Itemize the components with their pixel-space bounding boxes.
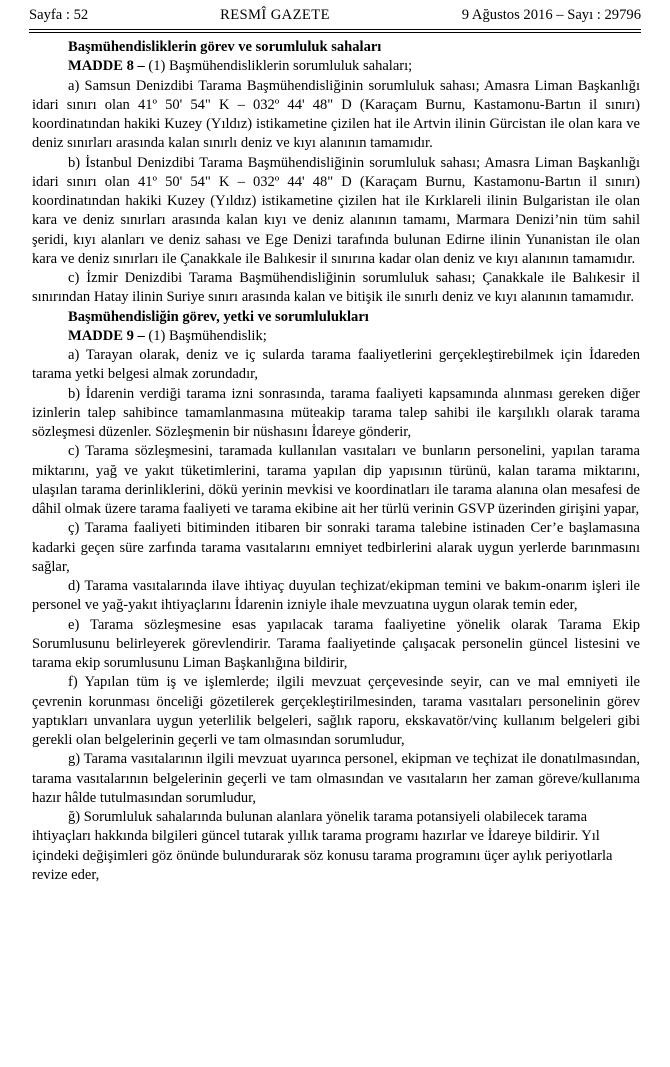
madde-9-label: MADDE 9 –: [68, 327, 149, 344]
madde-8-text: (1) Başmühendisliklerin sorumluluk sahaları;: [148, 58, 413, 75]
running-head: [29, 6, 641, 26]
madde-9-paragraph: [32, 327, 640, 346]
madde-9-text: (1) Başmühendislik;: [148, 327, 267, 344]
paragraph-9-a: a) Tarayan olarak, deniz ve iç sularda tarama faaliyetlerini gerçekleştirebilmek için İdareden tarama yetki belgesi almak zorundadır,: [32, 347, 640, 383]
paragraph-9-c-cedilla: ç) Tarama faaliyeti bitiminden itibaren bir sonraki tarama talebine istinaden Cer’e başlamasına kadarki geçen süre zarfında tarama vasıtalarını emniyet tedbirlerini alarak uygun yerlerde barınmasını sağlar,: [32, 520, 640, 575]
section-heading-basmuhendisligin-gorev-yetki: Başmühendisliğin görev, yetki ve sorumlulukları: [68, 308, 369, 325]
madde-8-paragraph: [32, 57, 640, 76]
paragraph-9-g-breve: ğ) Sorumluluk sahalarında bulunan alanlara yönelik tarama potansiyeli olabilecek tarama ihtiyaçları hakkında bilgileri güncel tutarak yıllık tarama programı hazırlar ve İdareye bildirir. Yıl içindeki değişimleri göz önünde bulundurarak söz konusu tarama programını üçer aylık periyotlarla revize eder,: [32, 809, 613, 883]
publication-title: RESMÎ GAZETE: [220, 7, 330, 23]
date-and-issue-label: 9 Ağustos 2016 – Sayı : 29796: [461, 7, 641, 23]
paragraph-8-b: b) İstanbul Denizdibi Tarama Başmühendisliğinin sorumluluk sahası; Amasra Liman Başkanlığı idari sınırı olan 41º 50' 54" K – 032º 44' 48" D (Karaçam Burnu, Kastamonu-Bartın il sınırı) koordinatından hakiki Kuzey (Yıldız) istikametine çizilen hat ile Kırklareli ilinin Bulgaristan ile olan kara ve deniz sınırları arasında kalan kıyı ve deniz alanının tamamı, Marmara Denizi’nin tüm sahil şeridi, kıyı alanları ve deniz sahası ve Ege Denizi tarafında bulunan Edirne ilinin Yunanistan ile olan kara ve deniz sınırları ile Çanakkale ile Balıkesir il sınırına kadar olan deniz ve kıyı alanının tamamıdır.: [32, 154, 640, 267]
paragraph-9-c: c) Tarama sözleşmesini, taramada kullanılan vasıtaları ve bunların personelini, yapılan tarama miktarını, yağ ve yakıt tüketimlerini, tarama yapılan dip yapısının türünü, kalan tarama miktarını, ulaşılan tarama derinliklerini, dökü yerinin mevkisi ve koordinatları ile tarama alanına olan mesafesi de dâhil olmak üzere tarama faaliyeti ve tarama ekibine ait her türlü verinin GSVP üzerinden girişini yapar,: [32, 443, 640, 517]
paragraph-8-c: c) İzmir Denizdibi Tarama Başmühendisliğinin sorumluluk sahası; Çanakkale ile Balıkesir il sınırından Hatay ilinin Suriye sınırı arasında kalan ve bitişik ile sınırlı deniz ve kıyı alanının tamamıdır.: [32, 270, 640, 306]
header-divider-rule: [29, 29, 641, 33]
madde-8-label: MADDE 8 –: [68, 58, 149, 75]
article-column: [32, 38, 640, 885]
section-heading-basmuhendisliklerin-gorev: Başmühendisliklerin görev ve sorumluluk sahaları: [68, 39, 382, 55]
paragraph-9-f: f) Yapılan tüm iş ve işlemlerde; ilgili mevzuat çerçevesinde seyir, can ve mal emniyeti ile çevrenin korunması önceliği gözetilerek gerçekleştirilmesinden, tarama vasıtaları personelinin görev yaptıkları unvanlara uygun yeterlilik belgeleri, sağlık raporu, ekskavatör/vinç kullanım belgeleri gibi gerekli olan belgelerinin geçerli ve tam olmasından sorumludur,: [32, 674, 640, 748]
page-number-label: Sayfa : 52: [29, 7, 89, 23]
paragraph-9-g: g) Tarama vasıtalarının ilgili mevzuat uyarınca personel, ekipman ve teçhizat ile donatılmasından, tarama vasıtalarının belgelerinin geçerli ve tam olmasından ve vasıtaların her zaman göreve/kullanıma hazır hâlde tutulmasından sorumludur,: [32, 751, 640, 806]
paragraph-9-d: d) Tarama vasıtalarında ilave ihtiyaç duyulan teçhizat/ekipman temini ve bakım-onarım işleri ile personel ve yağ-yakıt ihtiyaçlarını İdarenin izniyle ihale mevzuatına uygun olarak temin eder,: [32, 578, 640, 614]
paragraph-9-b: b) İdarenin verdiği tarama izni sonrasında, tarama faaliyeti kapsamında alınması gereken diğer izinlerin talep sahibince tamamlanmasına müteakip tarama talep sahibi ile karşılıklı olarak tarama sözleşmesi düzenler. Sözleşmenin bir nüshasını İdareye gönderir,: [32, 385, 640, 440]
paragraph-9-e: e) Tarama sözleşmesine esas yapılacak tarama faaliyetine yönelik olarak Tarama Ekip Sorumlusunu belirleyerek görevlendirir. Tarama faaliyetinde çalışacak personelin güncel listesini ve tarama ekip sorumlusunu Liman Başkanlığına bildirir,: [32, 616, 640, 671]
paragraph-8-a: a) Samsun Denizdibi Tarama Başmühendisliğinin sorumluluk sahası; Amasra Liman Başkanlığı idari sınırı olan 41º 50' 54" K – 032º 44' 48" D (Karaçam Burnu, Kastamonu-Bartın il sınırı) koordinatından hakiki Kuzey (Yıldız) istikametine çizilen hat ile Artvin ilinin Gürcistan ile olan kara ve deniz sınırları arasında kalan sınırlı deniz ve kıyı alanının tamamıdır.: [32, 77, 640, 152]
